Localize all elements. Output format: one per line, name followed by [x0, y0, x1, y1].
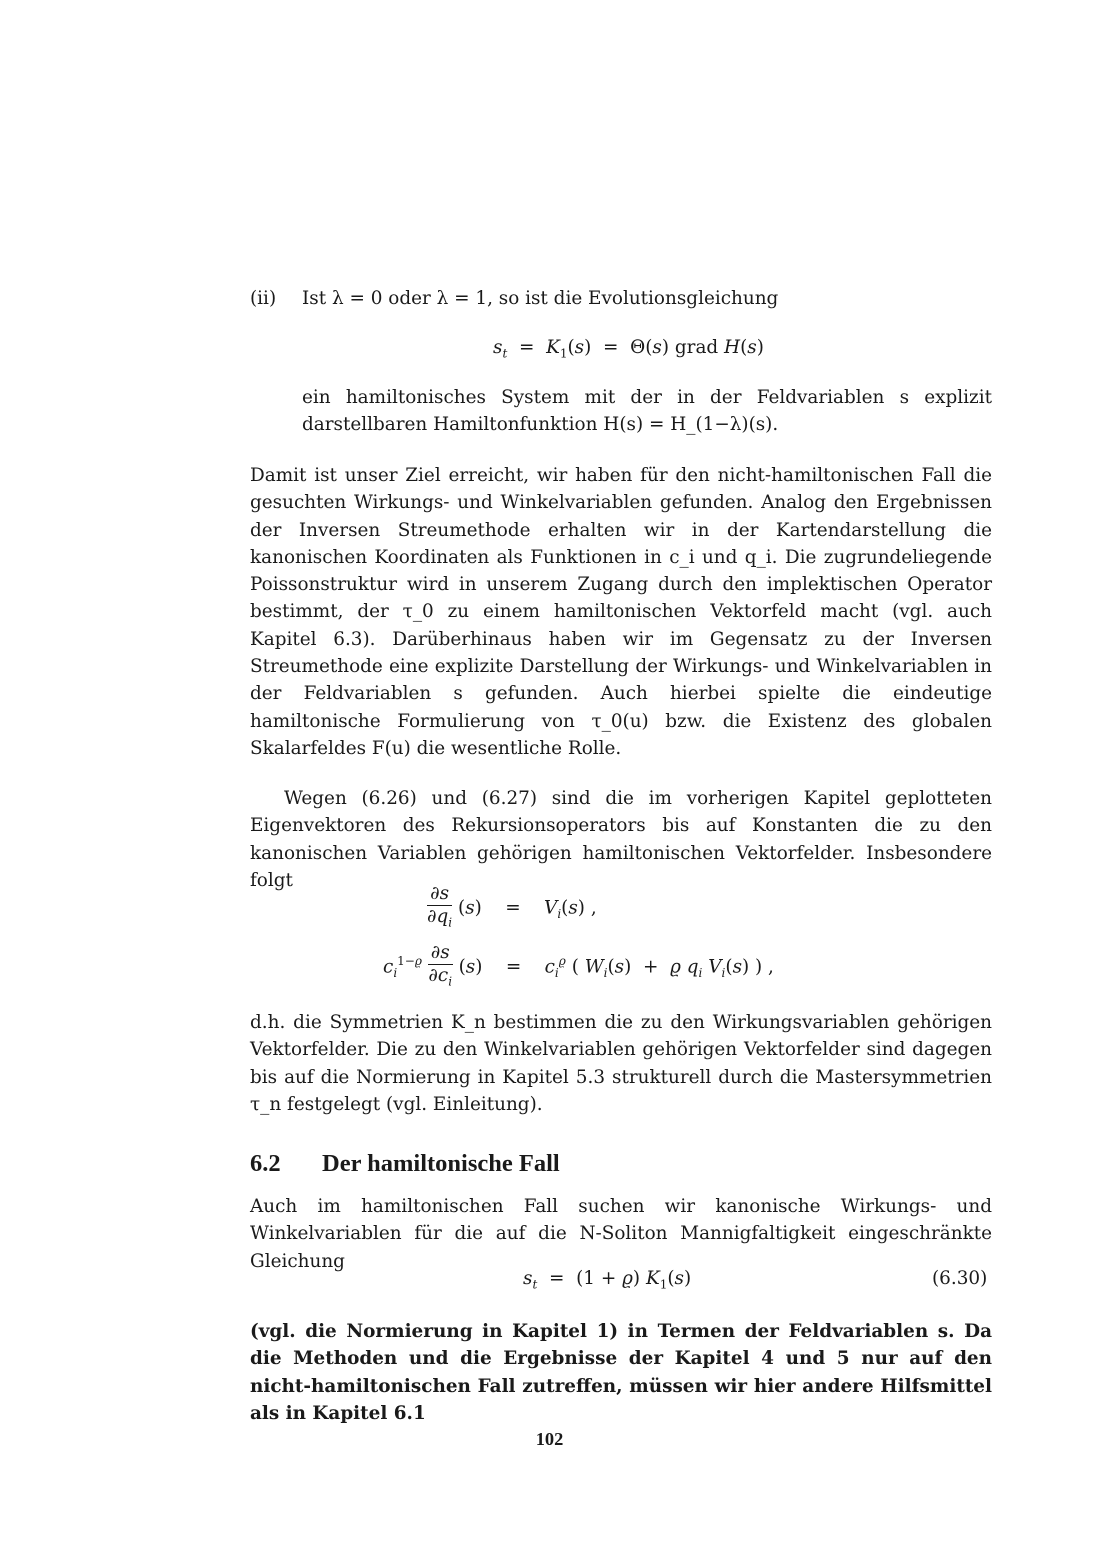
equation-number-630: (6.30): [932, 1268, 988, 1289]
paragraph-eigenvectors: Wegen (6.26) und (6.27) sind die im vorherigen Kapitel geplotteten Eigenvektoren des Rekursionsoperators bis auf Konstanten die zu den kanonischen Variablen gehörigen hamiltonischen Vektorfelder. Insbesondere folgt: [250, 788, 992, 891]
equation-dsdq: $\frac{\partial s}{\partial q_i}$ (s) = $V_i(s)$ ,: [427, 883, 597, 930]
paragraph-hamiltonian-case: Auch im hamiltonischen Fall suchen wir kanonische Wirkungs- und Winkelvariablen für die auf die N-Soliton Mannigfaltigkeit eingeschränkte Gleichung: [250, 1196, 992, 1272]
paragraph-symmetries: d.h. die Symmetrien K_n bestimmen die zu den Wirkungsvariablen gehörigen Vektorfelder. Die zu den Winkelvariablen gehörigen Vektorfelder sind dagegen bis auf die Normierung in Kapitel 5.3 strukturell durch die Mastersymmetrien τ_n festgelegt (vgl. Einleitung).: [250, 1012, 992, 1115]
item-intro: Ist λ = 0 oder λ = 1, so ist die Evolutionsgleichung: [302, 288, 779, 309]
section-number: 6.2: [250, 1150, 281, 1177]
page-number: 102: [535, 1429, 564, 1449]
paragraph-methods: (vgl. die Normierung in Kapitel 1) in Termen der Feldvariablen s. Da die Methoden und die Ergebnisse der Kapitel 4 und 5 nur auf den nicht-hamiltonischen Fall zutreffen, müssen wir hier andere Hilfsmittel als in Kapitel 6.1: [250, 1321, 992, 1424]
section-title: Der hamiltonische Fall: [322, 1150, 560, 1177]
section-heading: [250, 1150, 560, 1178]
item-continuation: ein hamiltonisches System mit der in der Feldvariablen s explizit darstellbaren Hamiltonfunktion H(s) = H_(1−λ)(s).: [302, 387, 992, 436]
equation-dsdc: $c_i^{1-ϱ}$ $\frac{\partial s}{\partial c_i}$ (s) = $c_i^ϱ$ ( $W_i(s) + ϱ$ $q_i$ $V_i(s)$ ) ,: [383, 942, 774, 989]
paragraph-goal-reached: Damit ist unser Ziel erreicht, wir haben für den nicht-hamiltonischen Fall die gesuchten Wirkungs- und Winkelvariablen gefunden. Analog den Ergebnissen der Inversen Streumethode erhalten wir in der Kartendarstellung die kanonischen Koordinaten als Funktionen in c_i und q_i. Die zugrundeliegende Poissonstruktur wird in unserem Zugang durch den implektischen Operator bestimmt, der τ_0 zu einem hamiltonischen Vektorfeld macht (vgl. auch Kapitel 6.3). Darüberhinaus haben wir im Gegensatz zu der Inversen Streumethode eine explizite Darstellung der Wirkungs- und Winkelvariablen in der Feldvariablen s gefunden. Auch hierbei spielte die eindeutige hamiltonische Formulierung von τ_0(u) bzw. die Existenz des globalen Skalarfeldes F(u) die wesentliche Rolle.: [250, 465, 992, 759]
equation-630: $s_t = (1 + ϱ)$ $K_1(s)$: [523, 1268, 692, 1292]
item-label: (ii): [250, 288, 277, 309]
evolution-equation: $s_t = K_1(s) = \Theta(s)$ grad H(s): [493, 337, 764, 361]
